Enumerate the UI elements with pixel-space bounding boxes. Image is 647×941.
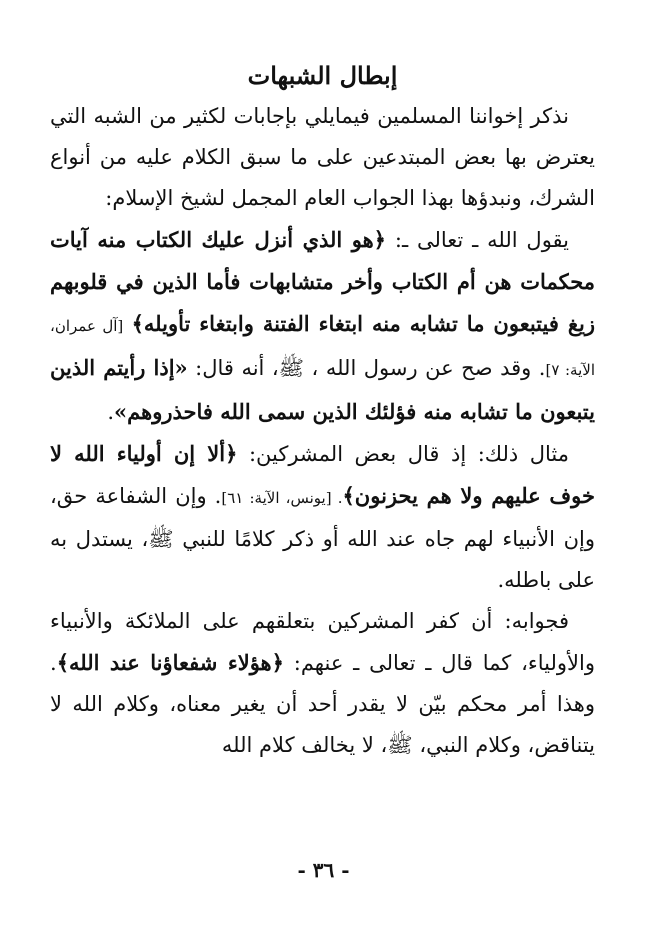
paragraph-text: . وقد صح عن رسول الله ، ﷺ، أنه قال:: [195, 356, 546, 380]
paragraph-text: يقول الله ـ تعالى ـ:: [394, 228, 570, 252]
quran-verse: ﴿هو الذي أنزل عليك الكتاب منه آيات محكمات هن أم الكتاب وأخر متشابهات فأما الذين في قلوبهم زيغ فيتبعون ما تشابه منه ابتغاء الفتنة وابتغاء تأويله﴾: [50, 227, 595, 336]
verse-reference: [آل عمران، الآية: ٧]: [50, 317, 595, 379]
paragraph-answer: [50, 601, 595, 766]
paragraph-verse-quote: [50, 219, 595, 433]
paragraph-intro: نذكر إخواننا المسلمين فيمايلي بإجابات لكثير من الشبه التي يعترض بها بعض المبتدعين على ما سبق الكلام عليه من أنواع الشرك، ونبدؤها بهذا الجواب العام المجمل لشيخ الإسلام:: [50, 104, 595, 210]
page-number: - ٣٦ -: [297, 858, 350, 882]
paragraph-text: فجوابه: أن كفر المشركين بتعلقهم على الملائكة والأنبياء والأولياء، كما قال ـ تعالى ـ عنهم:: [50, 609, 595, 675]
paragraph-text: . وهذا أمر محكم بيّن لا يقدر أحد أن يغير معناه، وكلام الله لا يتناقض، وكلام النبي، ﷺ، لا يخالف كلام الله: [50, 651, 595, 757]
hadith-quote: «إذا رأيتم الذين يتبعون ما تشابه منه فؤلئك الذين سمى الله فاحذروهم»: [50, 355, 595, 424]
quran-verse: ﴿ألا إن أولياء الله لا خوف عليهم ولا هم يحزنون﴾: [50, 441, 595, 508]
verse-reference: . [يونس، الآية: ٦١]: [221, 489, 343, 507]
paragraph-text: .: [107, 400, 115, 424]
quran-verse: ﴿هؤلاء شفعاؤنا عند الله﴾: [56, 650, 284, 675]
paragraph-text: مثال ذلك: إذ قال بعض المشركين:: [248, 442, 569, 466]
paragraph-example: [50, 433, 595, 601]
paragraph-text: . وإن الشفاعة حق، وإن الأنبياء لهم جاه عند الله أو ذكر كلامًا للنبي ﷺ، يستدل به على باطله.: [50, 484, 595, 592]
page-title: إبطال الشبهات: [247, 61, 398, 90]
